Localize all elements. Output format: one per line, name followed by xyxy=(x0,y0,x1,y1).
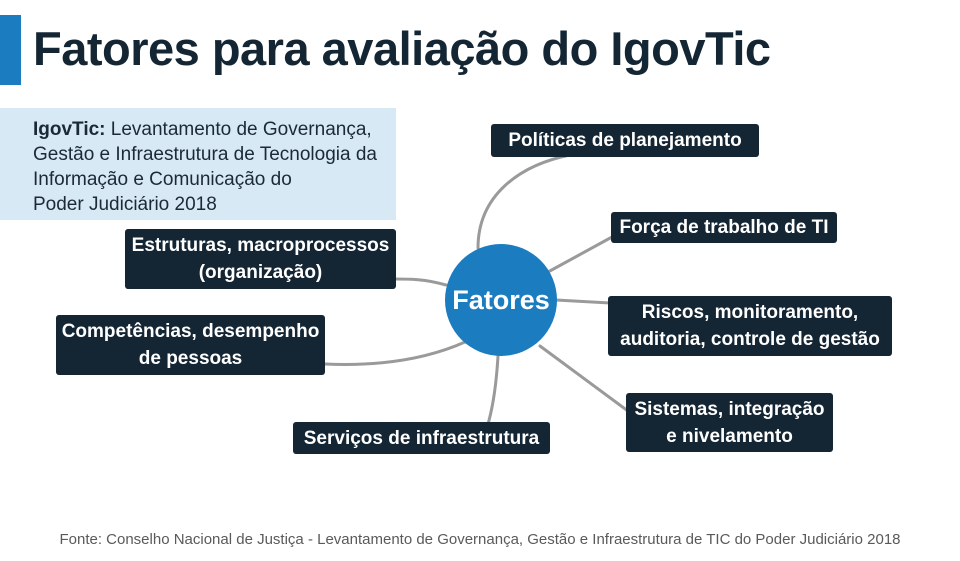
node-line: Competências, desempenho xyxy=(61,321,320,342)
info-text-1: Levantamento de Governança, xyxy=(105,119,372,140)
node-line: Políticas de planejamento xyxy=(508,130,742,151)
connector-forca xyxy=(548,237,612,272)
connector-competencias xyxy=(325,342,465,364)
node-line: Riscos, monitoramento, xyxy=(641,302,859,323)
connector-servicos xyxy=(488,356,498,424)
info-label: IgovTic: xyxy=(33,119,106,140)
info-line-2: Gestão e Infraestrutura de Tecnologia da xyxy=(33,144,377,165)
source-caption: Fonte: Conselho Nacional de Justiça - Levantamento de Governança, Gestão e Infraestrutura de TIC do Poder Judiciário 2018 xyxy=(59,531,901,548)
center-node: Fatores xyxy=(445,244,557,356)
node-line: Estruturas, macroprocessos xyxy=(131,235,390,256)
connector-politicas xyxy=(478,155,570,248)
node-line: auditoria, controle de gestão xyxy=(620,329,880,350)
node-competencias-desempenho xyxy=(56,315,325,375)
node-line: Sistemas, integração xyxy=(634,398,825,420)
info-line-4: Poder Judiciário 2018 xyxy=(33,194,217,215)
page-title: Fatores para avaliação do IgovTic xyxy=(33,22,771,75)
info-line-3: Informação e Comunicação do xyxy=(33,169,292,190)
node-estruturas-macroprocessos xyxy=(125,229,396,289)
node-forca-trabalho xyxy=(611,212,837,243)
node-line: (organização) xyxy=(198,262,323,283)
node-sistemas-integracao xyxy=(626,393,833,452)
node-line: e nivelamento xyxy=(666,425,793,447)
node-line: Serviços de infraestrutura xyxy=(303,427,540,449)
node-line: Força de trabalho de TI xyxy=(619,217,829,238)
connector-estruturas xyxy=(395,279,446,285)
node-riscos-monitoramento xyxy=(608,296,892,356)
node-politicas-planejamento xyxy=(491,124,759,157)
connector-riscos xyxy=(556,300,610,303)
node-line: de pessoas xyxy=(138,348,243,369)
node-servicos-infraestrutura xyxy=(293,422,550,454)
connector-sistemas xyxy=(540,346,632,414)
